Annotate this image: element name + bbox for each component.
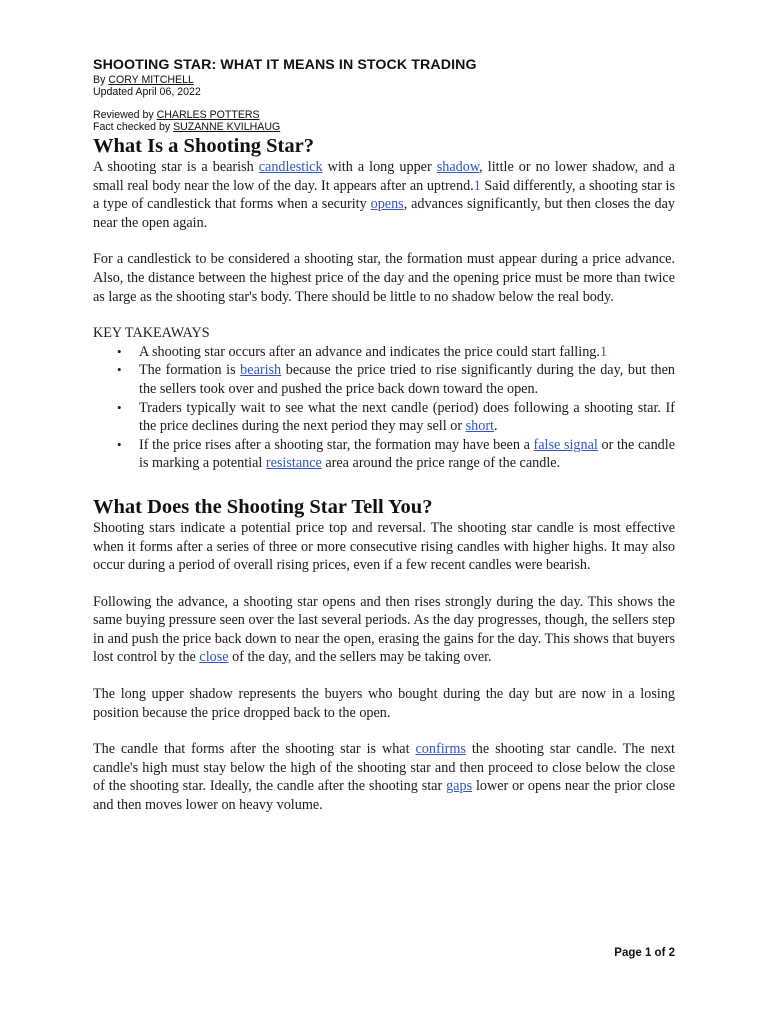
byline-prefix: By [93, 74, 109, 86]
article-title: SHOOTING STAR: WHAT IT MEANS IN STOCK TRADING [93, 57, 477, 73]
candlestick-link[interactable]: candlestick [258, 159, 323, 175]
list-item [139, 343, 675, 362]
reviewed-line [93, 109, 683, 121]
paragraph: Shooting stars indicate a potential price top and reversal. The shooting star candle is most effective when it forms after a series of three or more consecutive rising candles with higher highs. It may also occur during a period of overall rising prices, even if a few recent candles were bearish. [93, 519, 675, 574]
resistance-link[interactable]: resistance [265, 455, 322, 472]
key-takeaways-list [93, 343, 675, 473]
text-run: Following the advance, a shooting star opens and then rises strongly during the day. This shows the same buying pressure seen over the last several periods. As the day progresses, though, the sellers step in and push the price back down to near the open, erasing the gains for the day. This shows that buyers lost control by the [93, 593, 675, 666]
list-item [139, 399, 675, 436]
text-run: Said differently, a shooting star is a type of candlestick that forms when a security [93, 177, 675, 213]
text-run: A shooting star occurs after an advance and indicates the price could start falling. [139, 343, 600, 360]
list-item [139, 361, 675, 398]
author-link[interactable]: CORY MITCHELL [108, 74, 194, 86]
byline [93, 74, 683, 86]
text-run: . [493, 418, 498, 435]
text-run: lower or opens near the prior close and then moves lower on heavy volume. [93, 778, 675, 814]
paragraph: The long upper shadow represents the buyers who bought during the day but are now in a losing position because the price dropped back to the open. [93, 686, 675, 721]
text-run: area around the price range of the candle. [321, 455, 561, 472]
opens-link[interactable]: opens [370, 196, 404, 213]
citation-link[interactable]: 1 [599, 343, 608, 360]
text-run: If the price rises after a shooting star, the formation may have been a [139, 436, 534, 453]
reviewer-link[interactable]: CHARLES POTTERS [156, 109, 260, 121]
close-link[interactable]: close [199, 649, 229, 666]
text-run: with a long upper [322, 159, 437, 175]
text-run: The candle that forms after the shooting star is what [93, 741, 416, 758]
text-run: of the day, and the sellers may be taking over. [228, 649, 492, 666]
text-run: The formation is [139, 362, 241, 379]
article-body [93, 134, 675, 815]
factchecker-link[interactable]: SUZANNE KVILHAUG [173, 121, 281, 133]
text-run: , little or no lower shadow, and a small real body near the low of the day. It appears after an uptrend. [93, 159, 675, 194]
page-number: Page 1 of 2 [614, 947, 675, 959]
factcheck-line [93, 121, 683, 133]
confirms-link[interactable]: confirms [415, 741, 466, 758]
list-item [139, 436, 675, 473]
text-run: the shooting star candle. The next candle's high must stay below the high of the shooting star and then proceed to close below the close of the shooting star. Ideally, the candle after the shooting star [93, 741, 675, 795]
paragraph [93, 593, 675, 667]
bearish-link[interactable]: bearish [240, 362, 282, 379]
paragraph: For a candlestick to be considered a shooting star, the formation must appear during a price advance. Also, the distance between the highest price of the day and the opening price must be more than twice as large as the shooting star's body. There should be little to no shadow below the real body. [93, 251, 675, 305]
short-link[interactable]: short [465, 418, 494, 435]
shadow-link[interactable]: shadow [436, 159, 480, 175]
key-takeaways-label: KEY TAKEAWAYS [93, 325, 210, 342]
paragraph [93, 158, 675, 232]
text-run: Traders typically wait to see what the next candle (period) does following a shooting star. If the price declines during the next period they may sell or [139, 399, 675, 435]
paragraph [93, 740, 675, 814]
section-heading-what-does: What Does the Shooting Star Tell You? [93, 495, 433, 518]
citation-link[interactable]: 1 [473, 177, 481, 194]
gaps-link[interactable]: gaps [446, 778, 473, 795]
reviewed-prefix: Reviewed by [93, 109, 157, 121]
article-header [93, 56, 683, 133]
text-run: because the price tried to rise significantly during the day, but then the sellers took over and pushed the price back down toward the open. [139, 362, 675, 397]
false-signal-link[interactable]: false signal [533, 436, 598, 453]
updated-date: Updated April 06, 2022 [93, 86, 201, 98]
factcheck-prefix: Fact checked by [93, 121, 174, 133]
text-run: or the candle is marking a potential [139, 436, 676, 472]
text-run: A shooting star is a bearish [93, 159, 259, 175]
text-run: , advances significantly, but then closes the day near the open again. [93, 196, 675, 231]
section-heading-what-is: What Is a Shooting Star? [93, 135, 314, 157]
